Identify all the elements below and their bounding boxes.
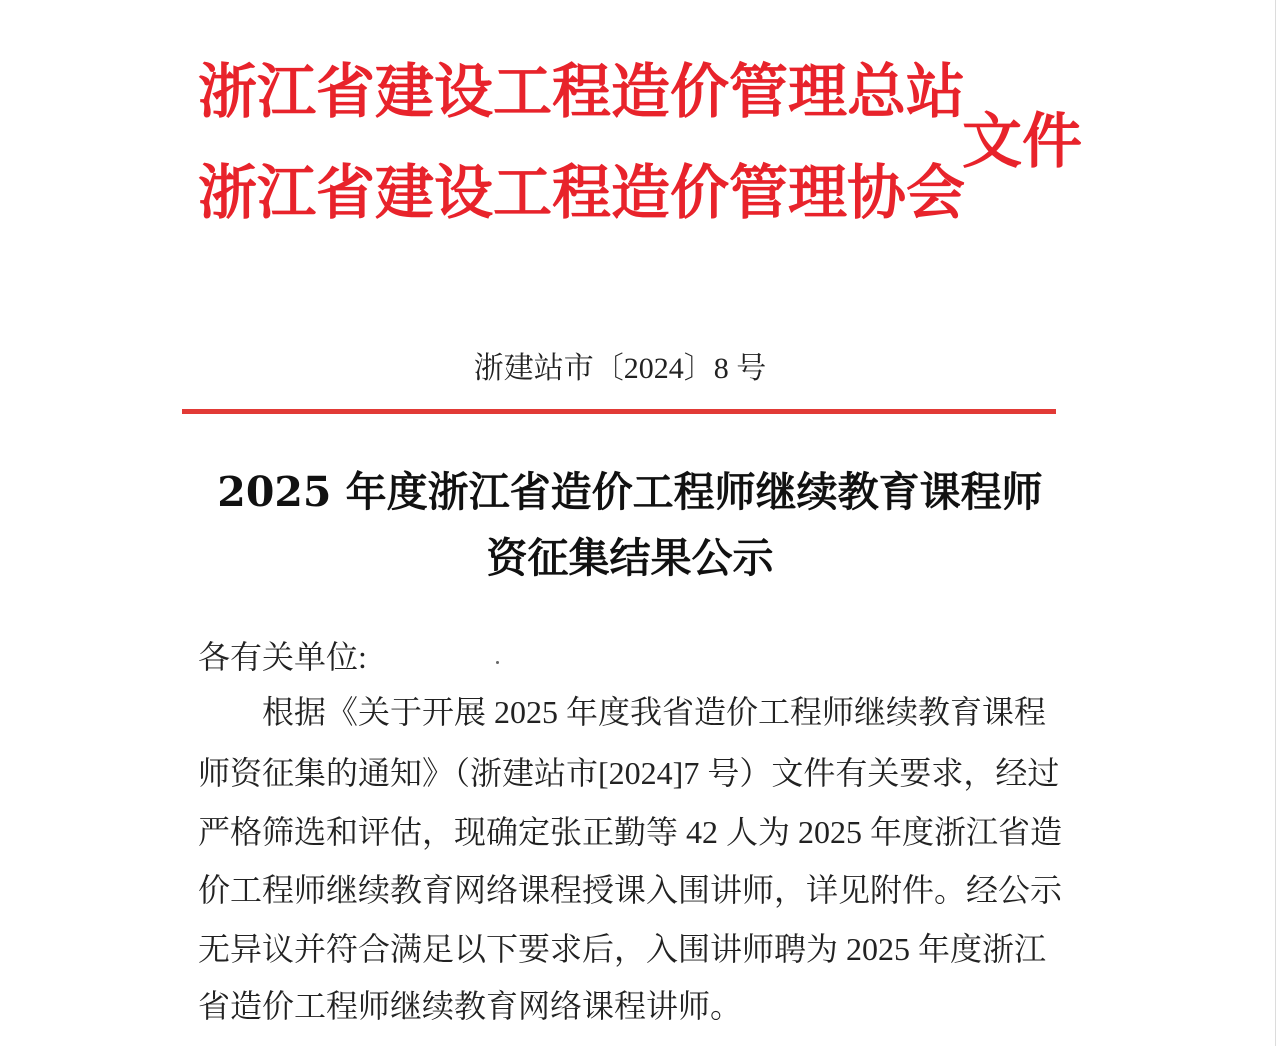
document-title-line-1: 2025 年度浙江省造价工程师继续教育课程师 <box>217 468 1043 516</box>
salutation: 各有关单位: <box>198 639 367 675</box>
body-line: 根据《关于开展 2025 年度我省造价工程师继续教育课程 <box>262 694 1047 730</box>
speck-mark <box>496 661 499 664</box>
body-line: 严格筛选和评估，现确定张正勤等 42 人为 2025 年度浙江省造 <box>198 814 1063 850</box>
body-line: 价工程师继续教育网络课程授课入围讲师，详见附件。经公示 <box>198 872 1063 908</box>
body-line: 无异议并符合满足以下要求后，入围讲师聘为 2025 年度浙江 <box>198 931 1047 967</box>
document-title-line-2: 资征集结果公示 <box>486 534 774 582</box>
issuing-org-line-1: 浙江省建设工程造价管理总站 <box>198 57 966 126</box>
red-divider-line <box>182 409 1056 414</box>
body-line: 省造价工程师继续教育网络课程讲师。 <box>198 988 743 1024</box>
issuing-org-line-2: 浙江省建设工程造价管理协会 <box>198 158 966 227</box>
body-line: 师资征集的通知》（浙建站市[2024]7 号）文件有关要求，经过 <box>198 755 1060 791</box>
page-edge <box>1275 0 1276 1046</box>
document-kind-label: 文件 <box>962 107 1082 177</box>
document-number: 浙建站市〔2024〕8 号 <box>473 352 767 385</box>
